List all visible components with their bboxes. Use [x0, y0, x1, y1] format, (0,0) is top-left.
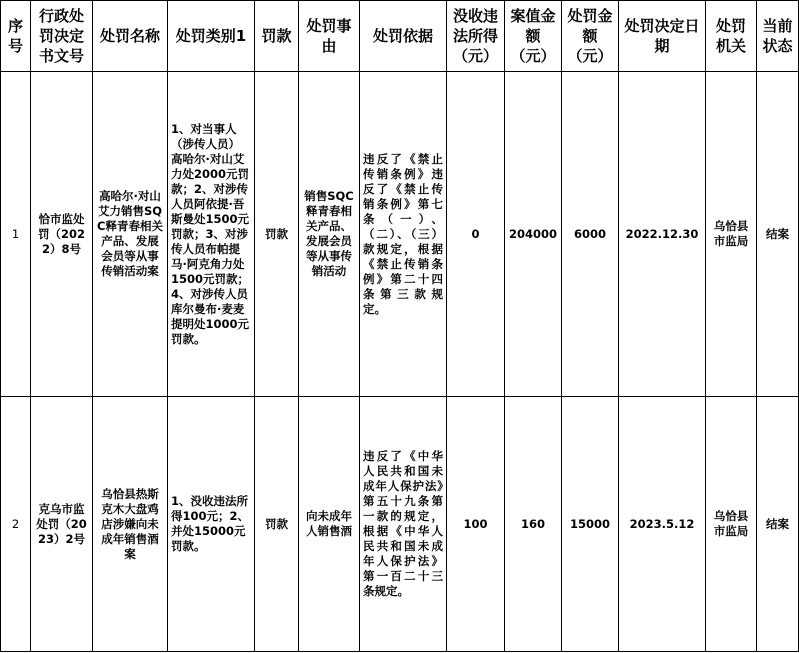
cell-confiscated: 100: [447, 397, 505, 652]
cell-reason: 销售SQC释青春相关产品、发展会员等从事传销活动: [299, 72, 360, 397]
cell-fine: 罚款: [255, 72, 299, 397]
header-doc-no: 行政处罚决定书文号: [31, 1, 93, 72]
table-row: [1, 397, 799, 652]
header-authority: 处罚机关: [706, 1, 757, 72]
cell-authority: 乌恰县市监局: [706, 72, 757, 397]
header-penalty-amount: 处罚金额（元）: [562, 1, 619, 72]
cell-basis: 违反了《中华人民共和国未成年人保护法》第五十九条第一款的规定，根据《中华人民共和国未成年人保护法》第一百二十三条规定。: [360, 397, 447, 652]
table-row: [1, 72, 799, 397]
header-category: 处罚类别1: [168, 1, 255, 72]
cell-name: 乌恰县热斯克木大盘鸡店涉嫌向未成年销售酒案: [93, 397, 168, 652]
cell-name: 高哈尔·对山艾力销售SQC释青春相关产品、发展会员等从事传销活动案: [93, 72, 168, 397]
cell-basis: 违反了《禁止传销条例》违反了《禁止传销条例》第七条（一）、（二）、（三）款规定，根据《禁止传销条例》第二十四条第三款规定。: [360, 72, 447, 397]
cell-doc-no: 恰市监处罚（2022）8号: [31, 72, 93, 397]
cell-status: 结案: [757, 397, 799, 652]
cell-seq: 2: [1, 397, 31, 652]
header-status: 当前状态: [757, 1, 799, 72]
cell-seq: 1: [1, 72, 31, 397]
cell-confiscated: 0: [447, 72, 505, 397]
cell-category: 1、没收违法所得100元；2、并处15000元罚款。: [168, 397, 255, 652]
header-seq: 序号: [1, 1, 31, 72]
header-name: 处罚名称: [93, 1, 168, 72]
header-fine: 罚款: [255, 1, 299, 72]
cell-category: 1、对当事人（涉传人员）高哈尔·对山艾力处2000元罚款；2、对涉传人员阿依提·吾斯曼处1500元罚款；3、对涉传人员布帕提马·阿克角力处1500元罚款；4、对涉传人员库尔曼布·麦麦提明处1000元罚款。: [168, 72, 255, 397]
cell-case-value: 160: [505, 397, 562, 652]
cell-date: 2022.12.30: [619, 72, 706, 397]
header-row: [1, 1, 799, 72]
header-reason: 处罚事由: [299, 1, 360, 72]
cell-penalty-amount: 15000: [562, 397, 619, 652]
cell-status: 结案: [757, 72, 799, 397]
cell-fine: 罚款: [255, 397, 299, 652]
cell-penalty-amount: 6000: [562, 72, 619, 397]
cell-authority: 乌恰县市监局: [706, 397, 757, 652]
cell-reason: 向未成年人销售酒: [299, 397, 360, 652]
cell-doc-no: 克乌市监处罚（2023）2号: [31, 397, 93, 652]
header-date: 处罚决定日期: [619, 1, 706, 72]
header-confiscated: 没收违法所得（元）: [447, 1, 505, 72]
header-case-value: 案值金额（元）: [505, 1, 562, 72]
cell-date: 2023.5.12: [619, 397, 706, 652]
cell-case-value: 204000: [505, 72, 562, 397]
header-basis: 处罚依据: [360, 1, 447, 72]
